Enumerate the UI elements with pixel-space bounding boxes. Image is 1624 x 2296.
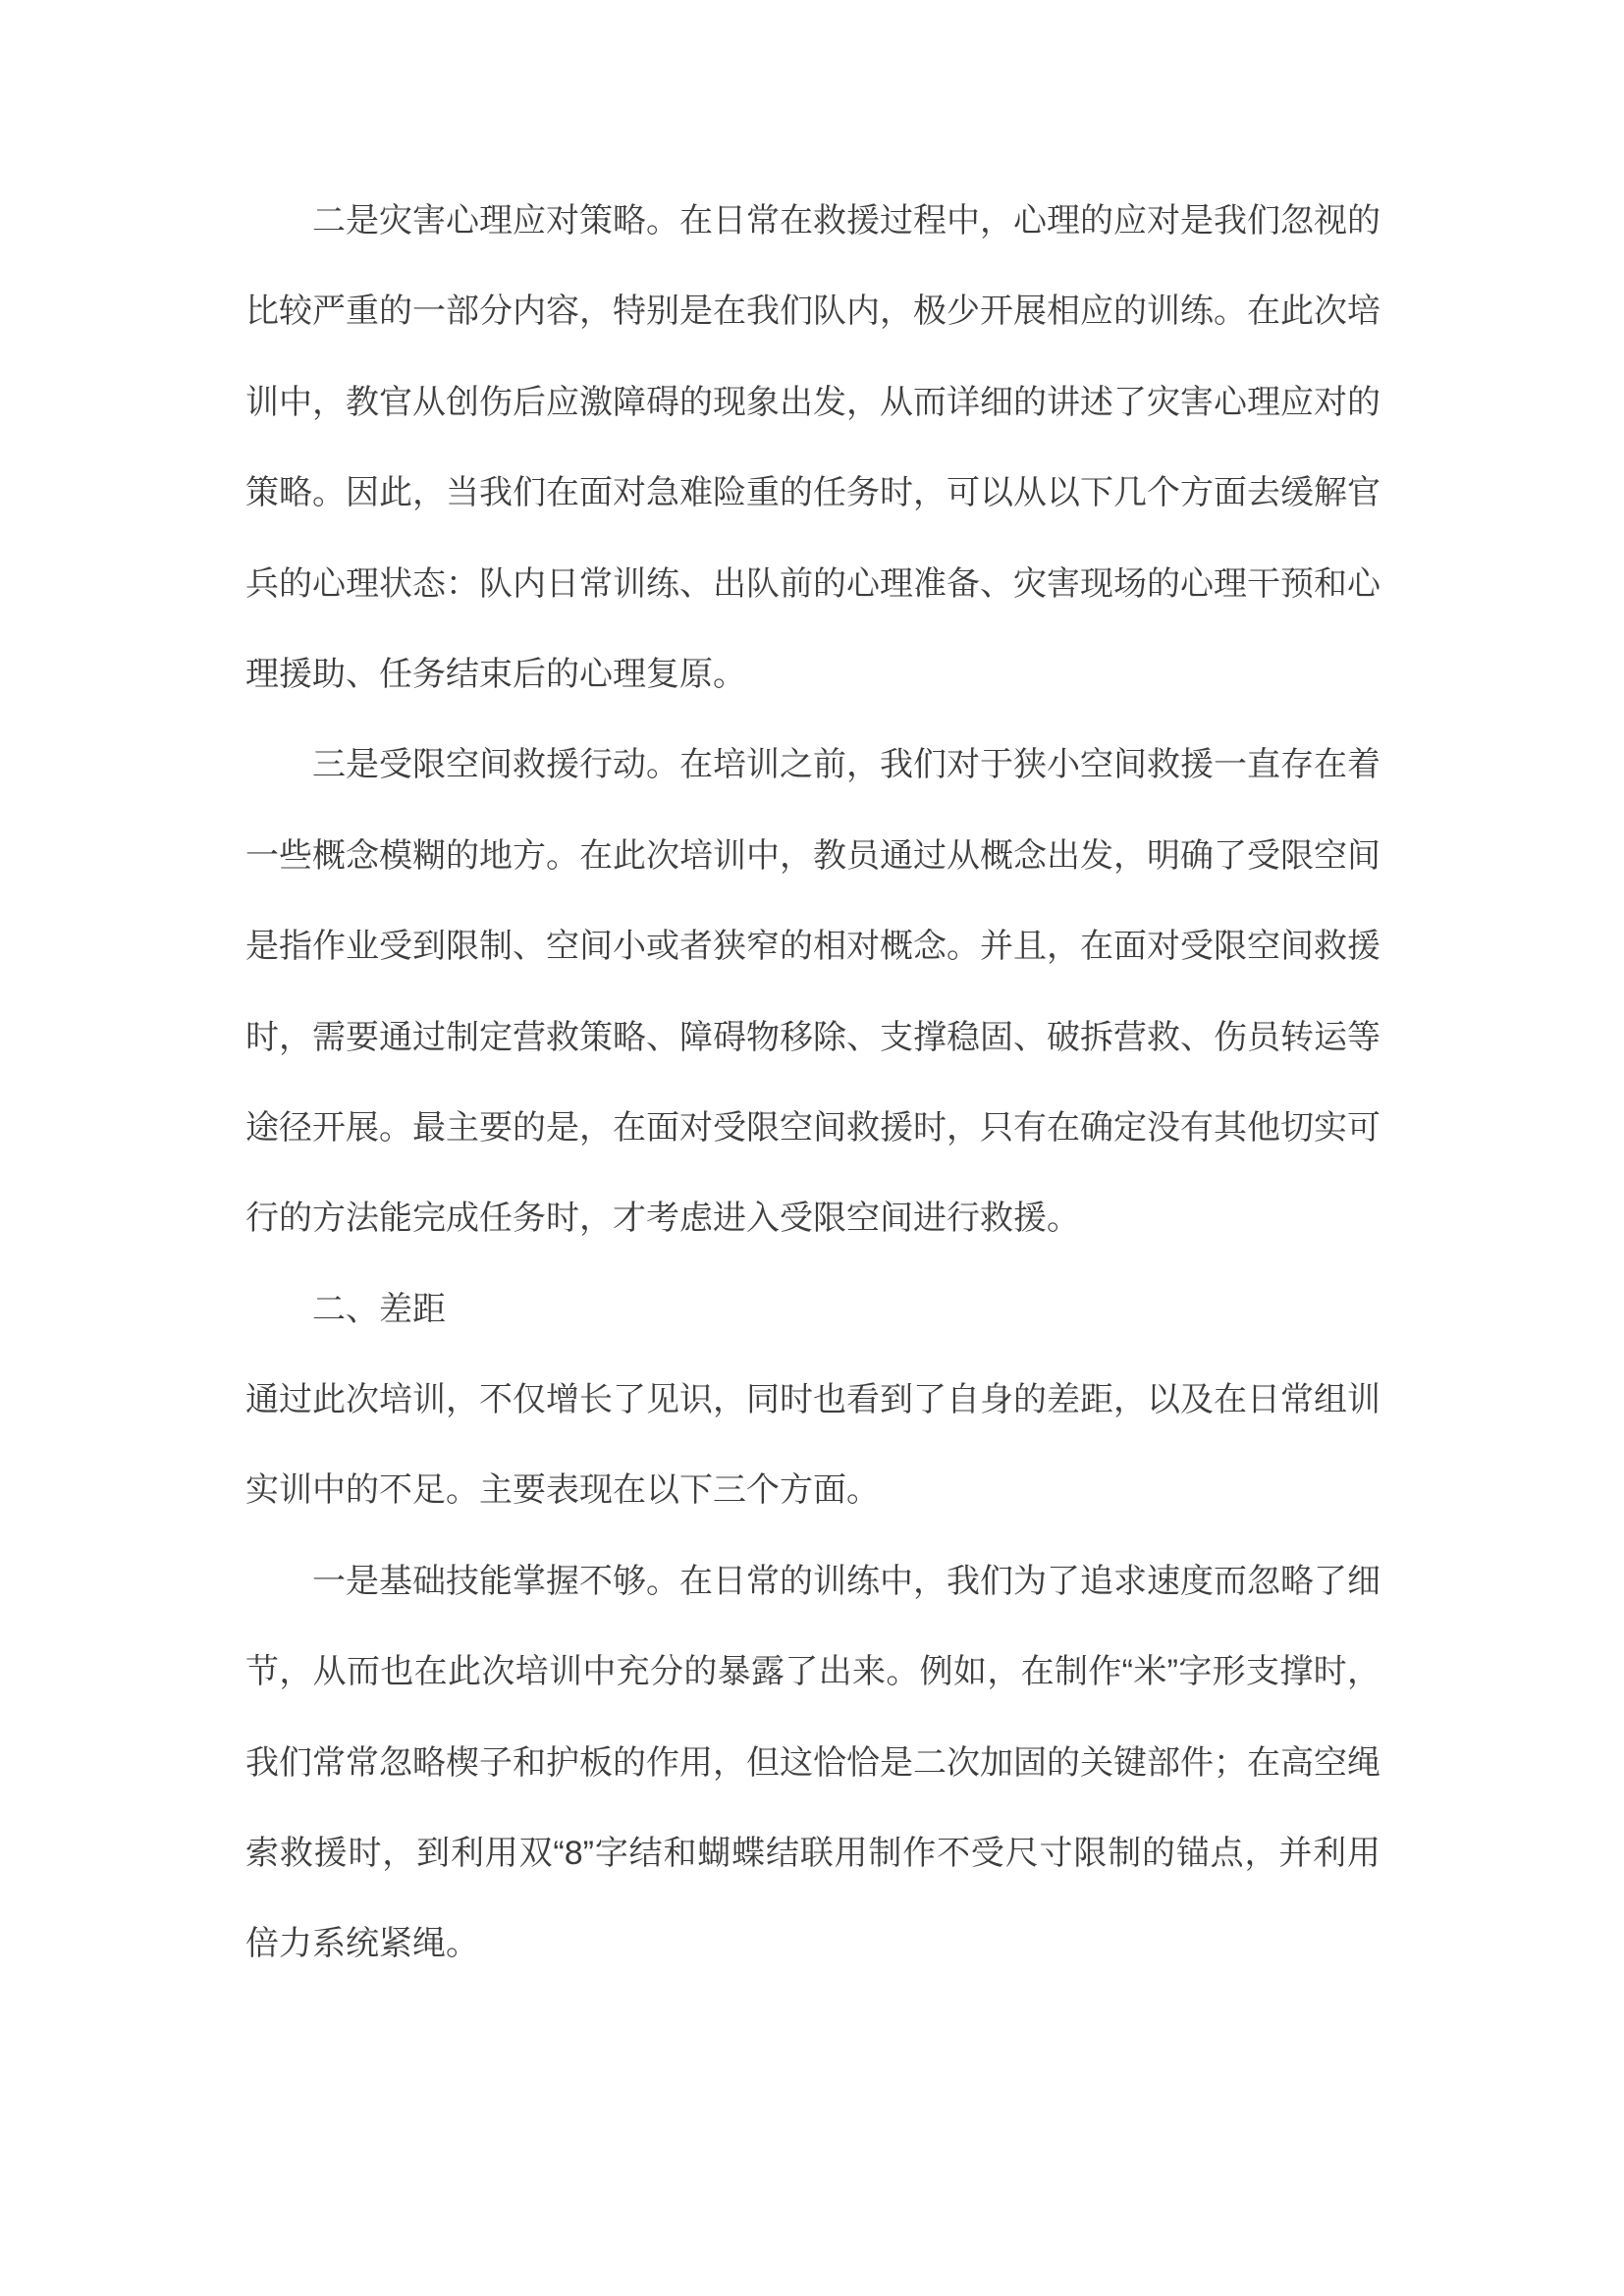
text-line: 我们常常忽略楔子和护板的作用，但这恰恰是二次加固的关键部件；在高空绳 xyxy=(245,1743,1380,1782)
text-line: 行的方法能完成任务时，才考虑进入受限空间进行救援。 xyxy=(245,1200,1080,1238)
text-line: 时，需要通过制定营救策略、障碍物移除、支撑稳固、破拆营救、伤员转运等 xyxy=(245,1018,1380,1056)
text-line: 比较严重的一部分内容，特别是在我们队内，极少开展相应的训练。在此次培 xyxy=(245,293,1380,331)
paragraph xyxy=(245,1264,1380,1355)
text-line: 一是基础技能掌握不够。在日常的训练中，我们为了追求速度而忽略了细 xyxy=(312,1562,1380,1600)
text-line: 节，从而也在此次培训中充分的暴露了出来。例如，在制作“米”字形支撑时， xyxy=(245,1653,1380,1691)
paragraph xyxy=(245,1536,1380,1990)
document-text-block xyxy=(245,176,1380,1990)
text-line: 途径开展。最主要的是，在面对受限空间救援时，只有在确定没有其他切实可 xyxy=(245,1108,1380,1147)
text-line: 理援助、任务结束后的心理复原。 xyxy=(245,655,746,693)
text-line: 三是受限空间救援行动。在培训之前，我们对于狭小空间救援一直存在着 xyxy=(312,746,1380,784)
text-line: 索救援时，到利用双“8”字结和蝴蝶结联用制作不受尺寸限制的锚点，并利用 xyxy=(245,1835,1380,1873)
text-line: 是指作业受到限制、空间小或者狭窄的相对概念。并且，在面对受限空间救援 xyxy=(245,928,1380,966)
paragraph xyxy=(245,1355,1380,1536)
text-line: 兵的心理状态：队内日常训练、出队前的心理准备、灾害现场的心理干预和心 xyxy=(245,564,1380,603)
text-line: 训中，教官从创伤后应激障碍的现象出发，从而详细的讲述了灾害心理应对的 xyxy=(245,383,1380,421)
text-line: 二是灾害心理应对策略。在日常在救援过程中，心理的应对是我们忽视的 xyxy=(312,202,1380,240)
text-line: 二、差距 xyxy=(312,1290,446,1328)
text-line: 通过此次培训，不仅增长了见识，同时也看到了自身的差距，以及在日常组训 xyxy=(245,1381,1380,1419)
text-line: 实训中的不足。主要表现在以下三个方面。 xyxy=(245,1471,880,1510)
paragraph xyxy=(245,176,1380,720)
paragraph xyxy=(245,720,1380,1263)
text-line: 策略。因此，当我们在面对急难险重的任务时，可以从以下几个方面去缓解官 xyxy=(245,474,1380,512)
text-line: 倍力系统紧绳。 xyxy=(245,1925,479,1963)
text-line: 一些概念模糊的地方。在此次培训中，教员通过从概念出发，明确了受限空间 xyxy=(245,836,1380,875)
